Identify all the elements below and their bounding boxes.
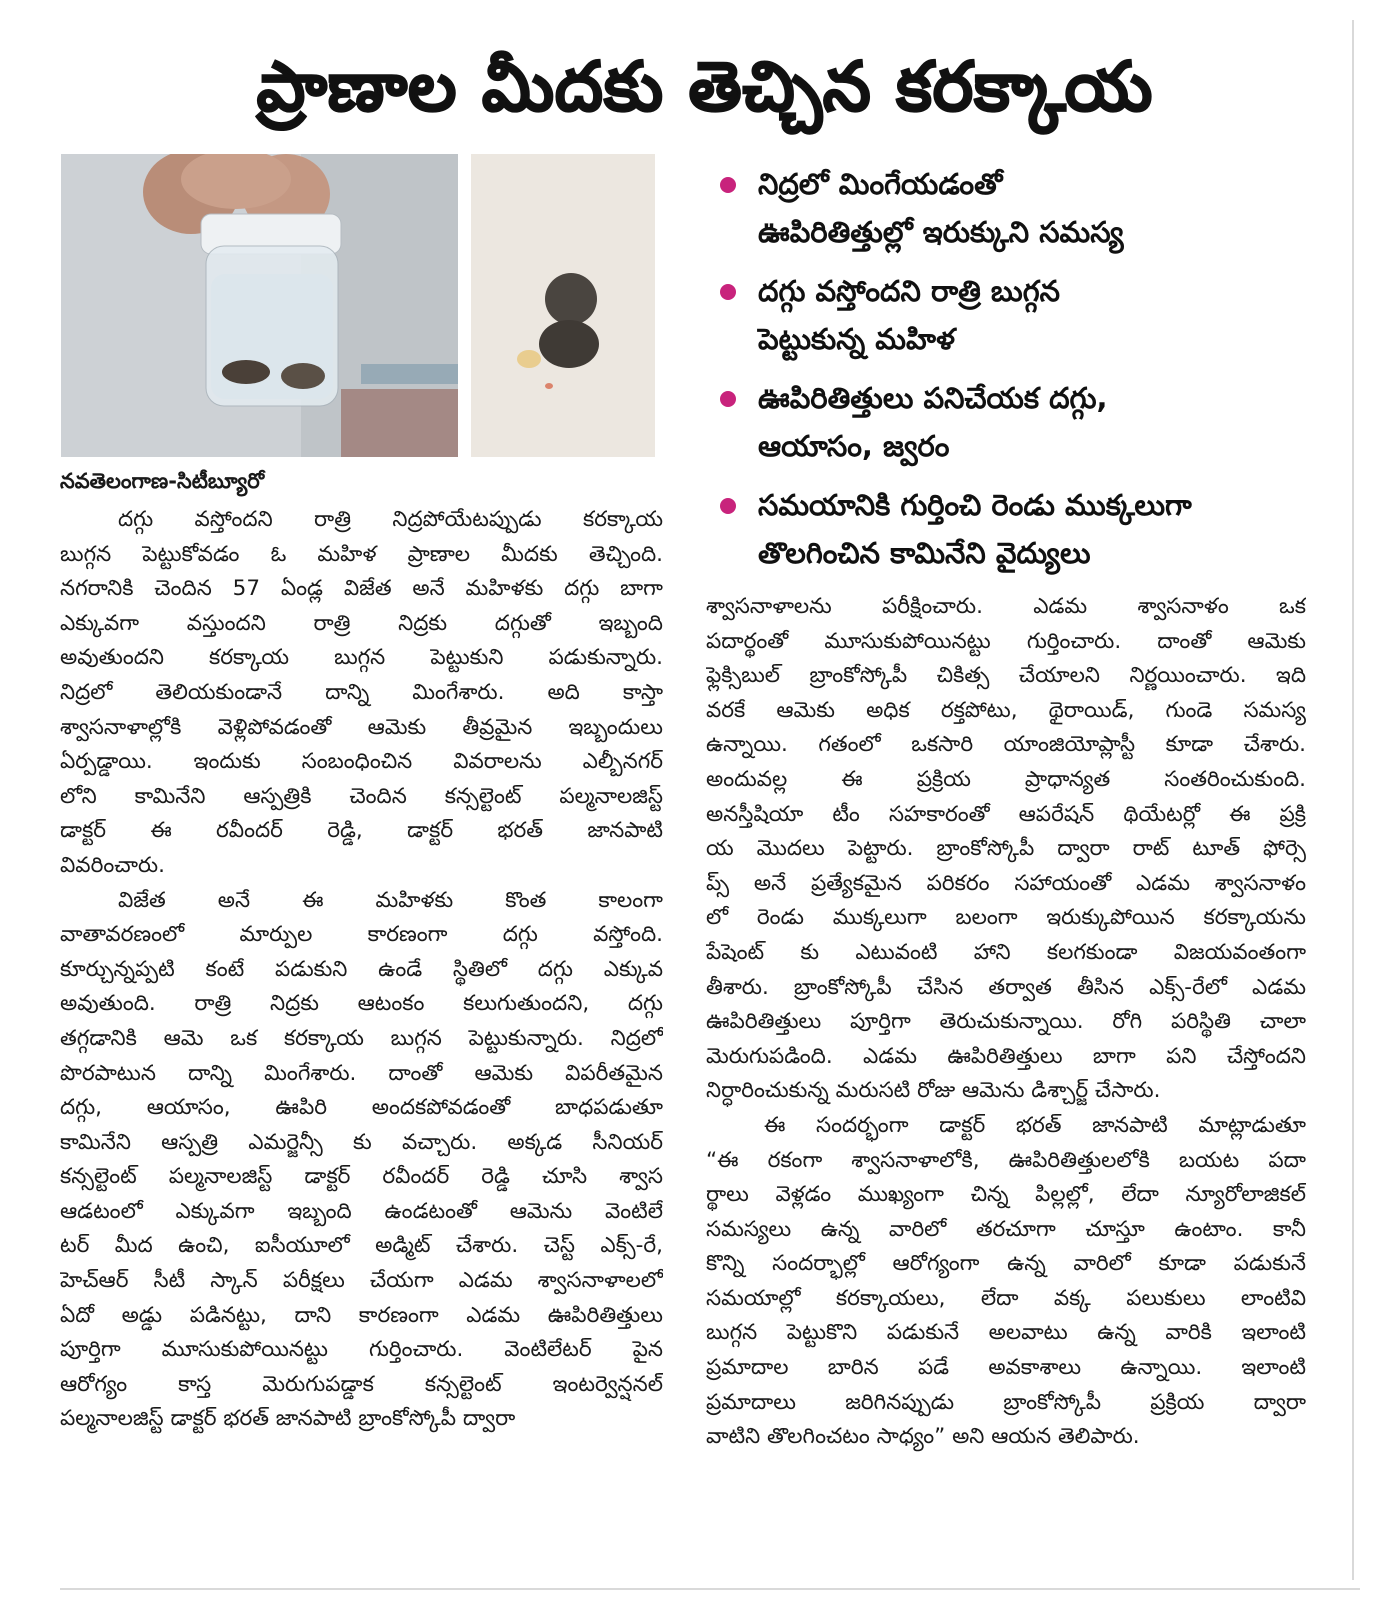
text-line: అందువల్ల ఈ ప్రక్రియ ప్రాధాన్యత సంతరించుకుంది. (706, 766, 1306, 792)
text-line: కామినేని ఆస్పత్రి ఎమర్జెన్సీ కు వచ్చారు. అక్కడ సీనియర్ (60, 1129, 663, 1155)
text-line: పల్మనాలజిస్ట్ డాక్టర్ భరత్ జానపాటి బ్రాంకోస్కోపీ ద్వారా (60, 1406, 516, 1432)
text-line: అవుతుంది. రాత్రి నిద్రకు ఆటంకం కలుగుతుందని, దగ్గు (60, 991, 663, 1017)
bullet-dot-icon (720, 177, 736, 193)
highlight-item: దగ్గు వస్తోందని రాత్రి బుగ్గన పెట్టుకున్న మహిళ (720, 267, 1340, 363)
text-line: దగ్గు, ఆయాసం, ఊపిరి అందకపోవడంతో బాధపడుతూ (60, 1095, 663, 1121)
text-line: ఏదో అడ్డు పడినట్టు, దాని కారణంగా ఎడమ ఊపిరితిత్తులు (60, 1302, 663, 1328)
specimen-icon (471, 154, 655, 457)
text-line: సమస్యలు ఉన్న వారిలో తరచూగా చూస్తూ ఉంటాం. కానీ (706, 1216, 1306, 1242)
text-line: నిర్ధారించుకున్న మరుసటి రోజు ఆమెను డిశ్చార్జ్ చేసారు. (706, 1078, 1161, 1104)
highlights (720, 160, 1340, 588)
text-line: ప్రమాదాల బారిన పడే అవకాశాలు ఉన్నాయి. ఇలాంటి (706, 1355, 1306, 1381)
text-line: వాతావరణంలో మార్పుల కారణంగా దగ్గు వస్తోంది. (60, 922, 663, 948)
text-line: లోని కామినేని ఆస్పత్రికి చెందిన కన్సల్టెంట్ పల్మనాలజిస్ట్ (60, 783, 663, 809)
text-line: సమయాల్లో కరక్కాయలు, లేదా వక్క పలుకులు లాంటివి (706, 1285, 1306, 1311)
text-line: ఆరోగ్యం కాస్త మెరుగుపడ్డాక కన్సల్టెంట్ ఇంటర్వెన్షనల్ (60, 1371, 663, 1397)
bullet-dot-icon (720, 391, 736, 407)
text-line: మెరుగుపడింది. ఎడమ ఊపిరితిత్తులు బాగా పని చేస్తోందని (706, 1043, 1306, 1069)
left-column-text (60, 503, 663, 1437)
text-line: ఫ్లెక్సిబుల్ బ్రాంకోస్కోపీ చికిత్స చేయాలని నిర్ణయించారు. ఇది (706, 663, 1306, 689)
jar-photo (61, 154, 458, 457)
bullet-dot-icon (720, 498, 736, 514)
text-line: ఉన్నాయి. గతంలో ఒకసారి యాంజియోప్లాస్టీ కూడా చేశారు. (706, 732, 1306, 758)
fragments-photo (471, 154, 655, 457)
text-line: పదార్థంతో మూసుకుపోయినట్టు గుర్తించారు. దాంతో ఆమెకు (706, 628, 1306, 654)
text-line: తీశారు. బ్రాంకోస్కోపీ చేసిన తర్వాత తీసిన ఎక్స్-రేలో ఎడమ (706, 974, 1306, 1000)
highlight-item: నిద్రలో మింగేయడంతో ఊపిరితిత్తుల్లో ఇరుక్కుని సమస్య (720, 160, 1340, 256)
byline: నవతెలంగాణ-సిటీబ్యూరో (60, 469, 265, 493)
text-line: హెచ్ఆర్ సీటీ స్కాన్ పరీక్షలు చేయగా ఎడమ శ్వాసనాళాలలో (60, 1268, 663, 1294)
text-line: అనస్తీషియా టీం సహకారంతో ఆపరేషన్ థియేటర్లో ఈ ప్రక్రి (706, 801, 1306, 827)
text-line: శ్వాసనాళాల్లోకి వెళ్లిపోవడంతో ఆమెకు తీవ్రమైన ఇబ్బందులు (60, 714, 663, 740)
text-line: విజేత అనే ఈ మహిళకు కొంత కాలంగా (118, 887, 663, 913)
text-line: శ్వాసనాళాలను పరీక్షించారు. ఎడమ శ్వాసనాళం ఒక (706, 594, 1306, 619)
text-line: ఎక్కువగా వస్తుందని రాత్రి నిద్రకు దగ్గుతో ఇబ్బంది (60, 610, 663, 636)
text-line: నిద్రలో తెలియకుండానే దాన్ని మింగేశారు. అది కాస్తా (60, 679, 663, 705)
text-line: ఆడటంలో ఎక్కువగా ఇబ్బంది ఉండటంతో ఆమెను వెంటిలే (60, 1198, 663, 1224)
text-line: ఏర్పడ్డాయి. ఇందుకు సంబంధించిన వివరాలను ఎల్బీనగర్ (60, 749, 663, 775)
text-line: దగ్గు వస్తోందని రాత్రి నిద్రపోయేటప్పుడు కరక్కాయ (118, 507, 663, 532)
text-line: కొన్ని సందర్భాల్లో ఆరోగ్యంగా ఉన్న వారిలో కూడా పడుకునే (706, 1251, 1306, 1277)
specimen-jar-icon (61, 154, 458, 457)
right-column-text (706, 590, 1306, 1455)
text-line: ఊపిరితిత్తులు పూర్తిగా తెరుచుకున్నాయి. రోగి పరిస్థితి చాలా (706, 1009, 1306, 1035)
text-line: తగ్గడానికి ఆమె ఒక కరక్కాయ బుగ్గన పెట్టుకున్నారు. నిద్రలో (60, 1025, 663, 1051)
text-line: పొరపాటున దాన్ని మింగేశారు. దాంతో ఆమెకు విపరీతమైన (60, 1060, 663, 1086)
headline: ప్రాణాల మీదకు తెచ్చిన కరక్కాయ (256, 48, 1154, 127)
text-line: నగరానికి చెందిన 57 ఏండ్ల విజేత అనే మహిళకు దగ్గు బాగా (60, 576, 663, 602)
text-line: బుగ్గన పెట్టుకొని పడుకునే అలవాటు ఉన్న వారికి ఇలాంటి (706, 1320, 1306, 1346)
text-line: య మొదలు పెట్టారు. బ్రాంకోస్కోపీ ద్వారా రాట్ టూత్ ఫోర్సె (706, 836, 1306, 862)
page-border-bottom (60, 1588, 1360, 1590)
text-line: ర్థాలు వెళ్లడం ముఖ్యంగా చిన్న పిల్లల్లో, లేదా న్యూరోలాజికల్ (706, 1182, 1306, 1208)
text-line: ప్రమాదాలు జరిగినప్పుడు బ్రాంకోస్కోపీ ప్రక్రియ ద్వారా (706, 1389, 1306, 1415)
text-line: వివరించారు. (60, 852, 165, 878)
text-line: “ఈ రకంగా శ్వాసనాళాలోకి, ఊపిరితిత్తులలోకి బయట పదా (706, 1147, 1306, 1173)
text-line: వాటిని తొలగించటం సాధ్యం” అని ఆయన తెలిపారు. (706, 1424, 1140, 1450)
text-line: టర్ మీద ఉంచి, ఐసీయూలో అడ్మిట్ చేశారు. చెస్ట్ ఎక్స్-రే, (60, 1233, 663, 1259)
highlight-item: ఊపిరితిత్తులు పనిచేయక దగ్గు, ఆయాసం, జ్వరం (720, 374, 1340, 470)
text-line: వరకే ఆమెకు అధిక రక్తపోటు, థైరాయిడ్, గుండె సమస్య (706, 697, 1306, 723)
highlight-item: సమయానికి గుర్తించి రెండు ముక్కలుగా తొలగించిన కామినేని వైద్యులు (720, 481, 1340, 577)
bullet-dot-icon (720, 284, 736, 300)
text-line: లో రెండు ముక్కలుగా బలంగా ఇరుక్కుపోయిన కరక్కాయను (706, 905, 1306, 931)
text-line: పేషెంట్ కు ఎటువంటి హాని కలగకుండా విజయవంతంగా (706, 939, 1306, 965)
text-line: బుగ్గన పెట్టుకోవడం ఓ మహిళ ప్రాణాల మీదకు తెచ్చింది. (60, 541, 663, 567)
text-line: కన్సల్టెంట్ పల్మనాలజిస్ట్ డాక్టర్ రవీందర్ రెడ్డి చూసి శ్వాస (60, 1164, 663, 1190)
text-line: పూర్తిగా మూసుకుపోయినట్టు గుర్తించారు. వెంటిలేటర్ పైన (60, 1337, 663, 1363)
text-line: ప్స్ అనే ప్రత్యేకమైన పరికరం సహాయంతో ఎడమ శ్వాసనాళం (706, 870, 1306, 896)
text-line: డాక్టర్ ఈ రవీందర్ రెడ్డి, డాక్టర్ భరత్ జానపాటి (60, 818, 663, 844)
text-line: అవుతుందని కరక్కాయ బుగ్గన పెట్టుకుని పడుకున్నారు. (60, 645, 663, 671)
text-line: ఈ సందర్భంగా డాక్టర్ భరత్ జానపాటి మాట్లాడుతూ (764, 1112, 1306, 1138)
page-border-right (1352, 20, 1354, 1580)
text-line: కూర్చున్నప్పటి కంటే పడుకుని ఉండే స్థితిలో దగ్గు ఎక్కువ (60, 956, 663, 982)
